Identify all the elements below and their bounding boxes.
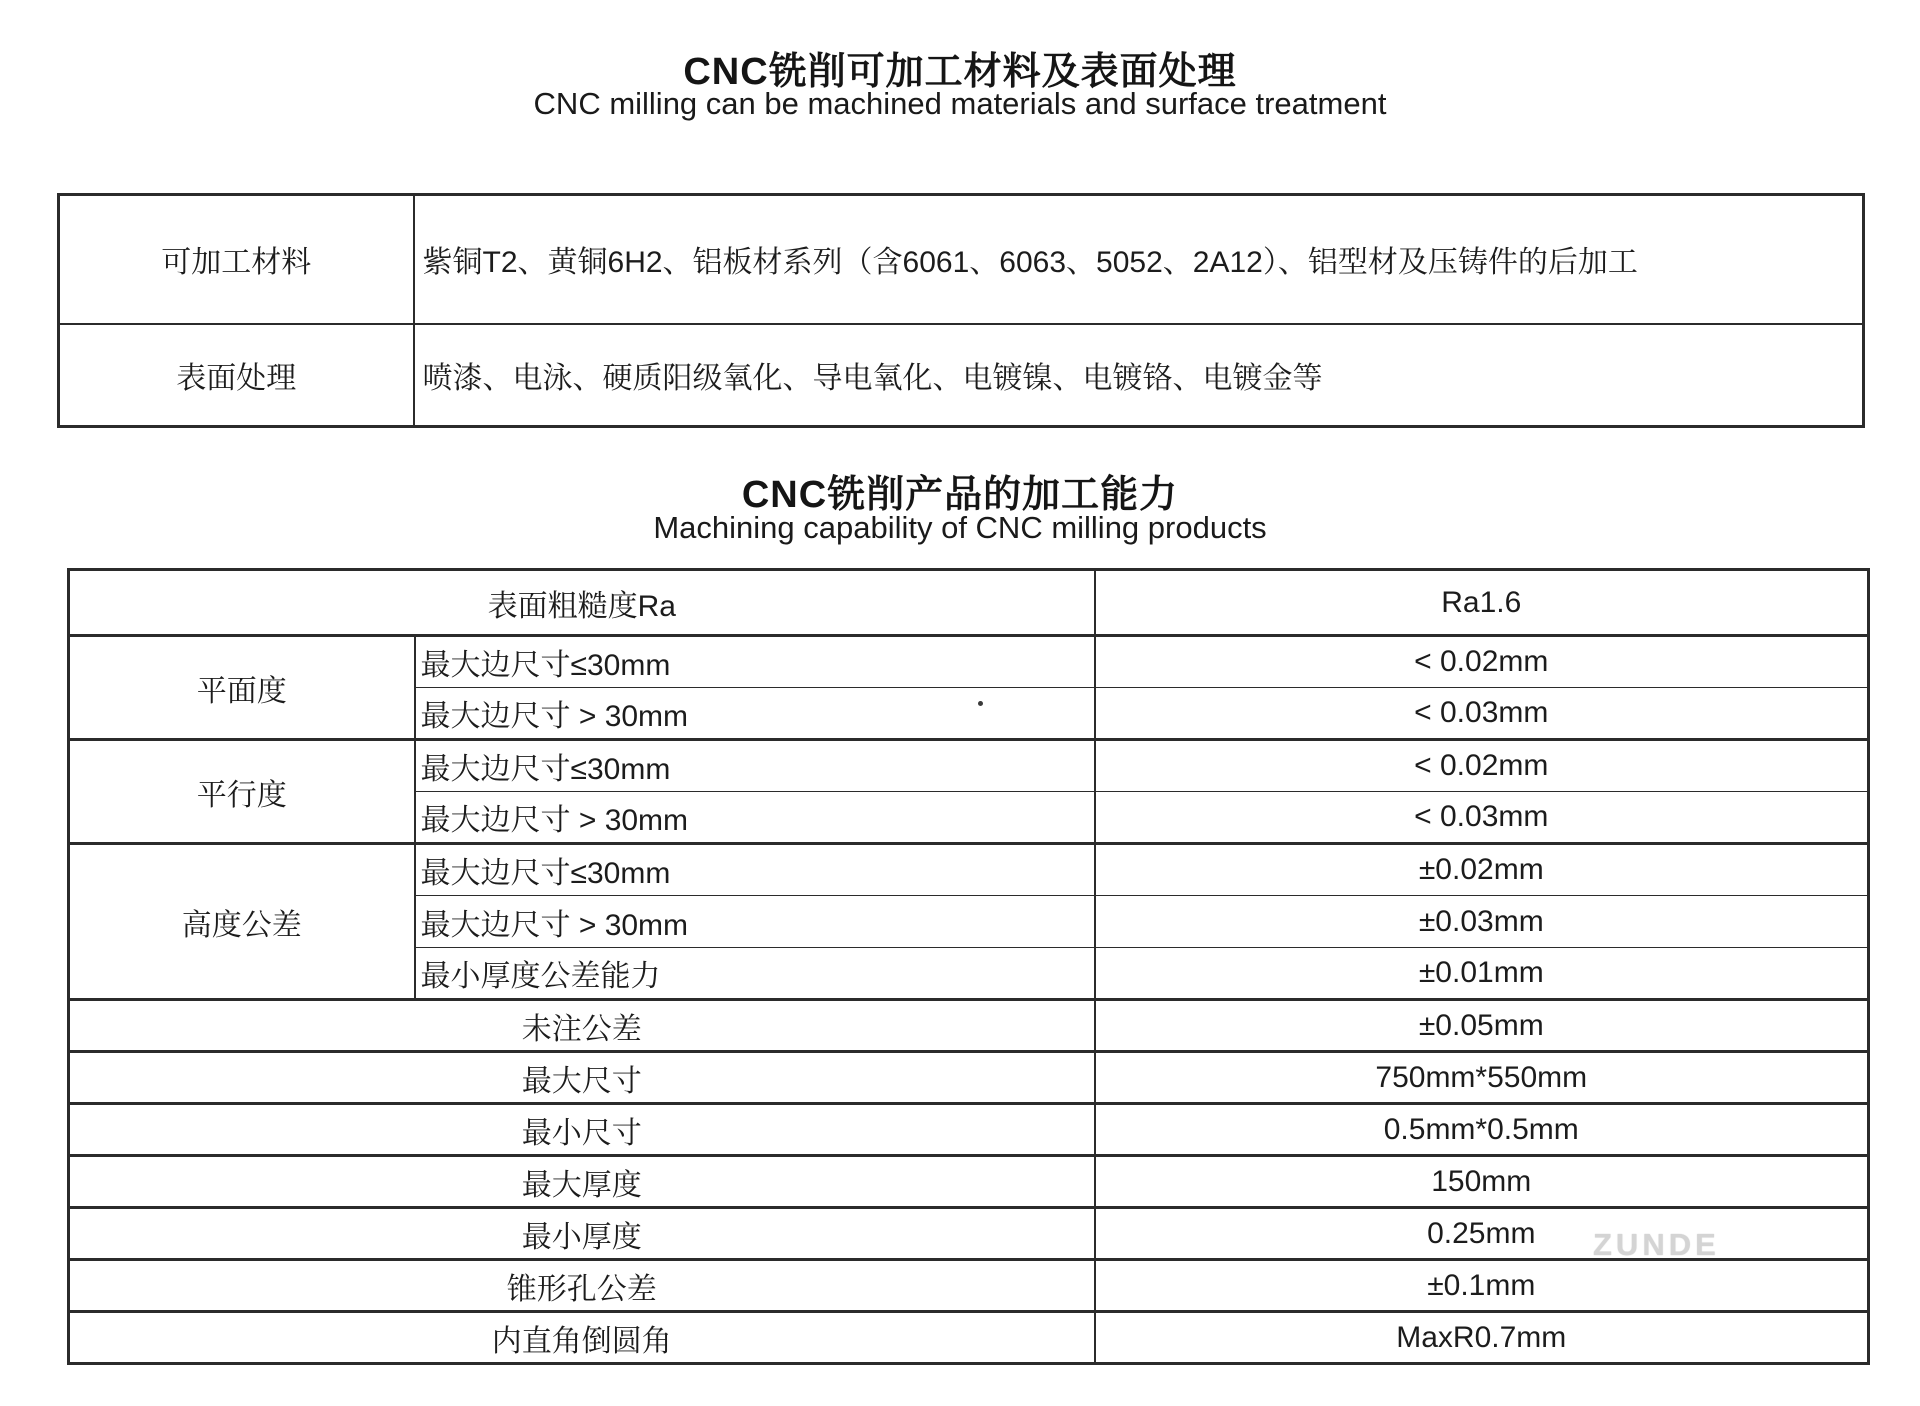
height-tolerance-group-label-cell: 高度公差 [69, 844, 415, 1000]
value-cell: ±0.02mm [1095, 844, 1869, 896]
value-cell: < 0.02mm [1095, 636, 1869, 688]
condition-cell: 最大边尺寸 > 30mm [415, 688, 1095, 740]
untoleranced-label-cell: 未注公差 [69, 1000, 1095, 1052]
table-row [69, 636, 1869, 688]
section2-title-en: Machining capability of CNC milling products [653, 510, 1267, 545]
table-row [69, 570, 1869, 636]
table-row [69, 1312, 1869, 1364]
value-cell: 750mm*550mm [1095, 1052, 1869, 1104]
value-cell: ±0.05mm [1095, 1000, 1869, 1052]
min-size-label-cell: 最小尺寸 [69, 1104, 1095, 1156]
value-cell: 0.5mm*0.5mm [1095, 1104, 1869, 1156]
table-row [69, 844, 1869, 896]
condition-cell: 最大边尺寸≤30mm [415, 636, 1095, 688]
zunde-watermark: ZUNDE [1593, 1227, 1720, 1262]
materials-value-cell: 紫铜T2、黄铜6H2、铝板材系列（含6061、6063、5052、2A12）、铝型材及压铸件的后加工 [414, 195, 1864, 324]
condition-cell: 最大边尺寸≤30mm [415, 740, 1095, 792]
value-cell: MaxR0.7mm [1095, 1312, 1869, 1364]
materials-label-cell: 可加工材料 [59, 195, 414, 324]
min-thickness-label-cell: 最小厚度 [69, 1208, 1095, 1260]
section1-title-cn: CNC铣削可加工材料及表面处理 [683, 51, 1237, 93]
max-size-label-cell: 最大尺寸 [69, 1052, 1095, 1104]
condition-cell: 最大边尺寸 > 30mm [415, 896, 1095, 948]
value-cell: 0.25mm [1095, 1208, 1869, 1260]
value-cell: 150mm [1095, 1156, 1869, 1208]
table-row [69, 1260, 1869, 1312]
parallelism-group-label-cell: 平行度 [69, 740, 415, 844]
condition-cell: 最大边尺寸 > 30mm [415, 792, 1095, 844]
flatness-group-label-cell: 平面度 [69, 636, 415, 740]
table-row [59, 195, 1864, 324]
value-cell: ±0.1mm [1095, 1260, 1869, 1312]
surface-label-cell: 表面处理 [59, 324, 414, 427]
table-row [69, 1104, 1869, 1156]
table-row [59, 324, 1864, 427]
surface-roughness-label-cell: 表面粗糙度Ra [69, 570, 1095, 636]
table-row [69, 1052, 1869, 1104]
surface-roughness-value-cell: Ra1.6 [1095, 570, 1869, 636]
value-cell: < 0.03mm [1095, 688, 1869, 740]
condition-cell: 最小厚度公差能力 [415, 948, 1095, 1000]
table-row [69, 1156, 1869, 1208]
value-cell: < 0.03mm [1095, 792, 1869, 844]
table-row [69, 740, 1869, 792]
max-thickness-label-cell: 最大厚度 [69, 1156, 1095, 1208]
section2-title-cn: CNC铣削产品的加工能力 [741, 474, 1179, 516]
section1-title-en: CNC milling can be machined materials and surface treatment [533, 86, 1387, 121]
value-cell: ±0.01mm [1095, 948, 1869, 1000]
table-row [69, 1000, 1869, 1052]
taper-hole-tolerance-label-cell: 锥形孔公差 [69, 1260, 1095, 1312]
inner-corner-fillet-label-cell: 内直角倒圆角 [69, 1312, 1095, 1364]
stray-dot-artifact [978, 701, 983, 706]
condition-cell: 最大边尺寸≤30mm [415, 844, 1095, 896]
value-cell: < 0.02mm [1095, 740, 1869, 792]
surface-value-cell: 喷漆、电泳、硬质阳级氧化、导电氧化、电镀镍、电镀铬、电镀金等 [414, 324, 1864, 427]
value-cell: ±0.03mm [1095, 896, 1869, 948]
materials-surface-table [57, 193, 1865, 428]
